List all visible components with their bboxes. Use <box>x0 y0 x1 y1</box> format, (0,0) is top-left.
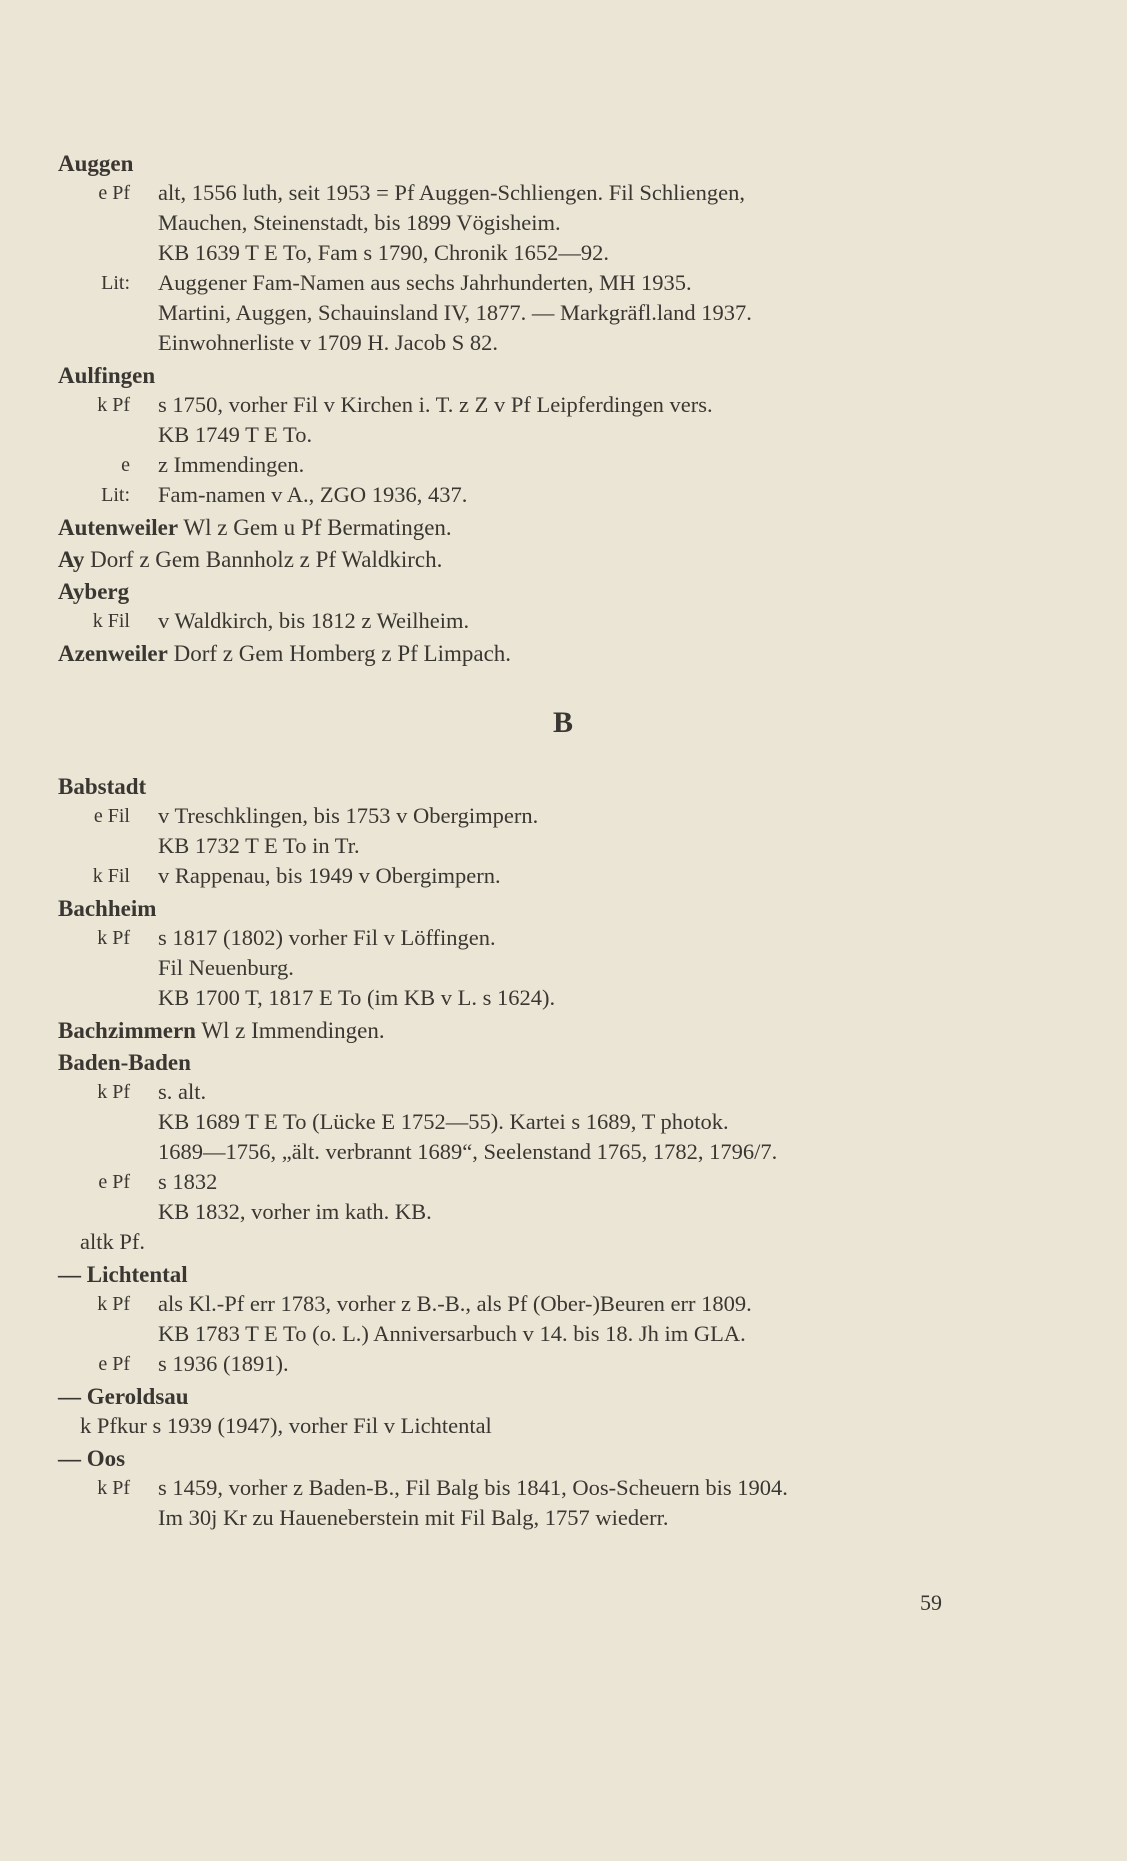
text-line: v Waldkirch, bis 1812 z Weilheim. <box>158 608 470 633</box>
row-text <box>158 390 1058 450</box>
row-abbreviation: k Pf <box>97 1081 130 1103</box>
text-line: Fil Neuenburg. <box>158 955 294 980</box>
entry-heading <box>58 772 1058 801</box>
text-line: KB 1689 T E To (Lücke E 1752—55). Kartei s 1689, T photok. <box>158 1109 729 1134</box>
text-line: KB 1783 T E To (o. L.) Anniversarbuch v 14. bis 18. Jh im GLA. <box>158 1321 746 1346</box>
entry-note: altk Pf. <box>80 1229 145 1254</box>
entry-name: — Lichtental <box>58 1262 188 1287</box>
entry-name: Aulfingen <box>58 363 156 388</box>
entry-row <box>58 390 1058 450</box>
row-abbreviation: Lit: <box>101 484 130 506</box>
section-b-entries <box>58 772 1058 1533</box>
row-text <box>158 1289 1058 1349</box>
section-a-entries <box>58 149 1058 668</box>
entry-name: Ay <box>58 547 85 572</box>
text-line: s 1936 (1891). <box>158 1351 289 1376</box>
entry-inline-text: Dorf z Gem Bannholz z Pf Waldkirch. <box>84 547 443 572</box>
entry-row <box>58 801 1058 861</box>
text-line: KB 1639 T E To, Fam s 1790, Chronik 1652—92. <box>158 240 609 265</box>
text-line: v Treschklingen, bis 1753 v Obergimpern. <box>158 803 539 828</box>
entry-heading <box>58 1444 1058 1473</box>
entry <box>58 894 1058 1013</box>
entry-name: — Geroldsau <box>58 1384 189 1409</box>
entry-heading <box>58 894 1058 923</box>
entry <box>58 1382 1058 1441</box>
text-line: s 1750, vorher Fil v Kirchen i. T. z Z v Pf Leipferdingen vers. <box>158 392 713 417</box>
gazetteer-content <box>58 146 1058 1533</box>
entry <box>58 1048 1058 1257</box>
row-text <box>158 1167 1058 1227</box>
text-line: Im 30j Kr zu Haueneberstein mit Fil Balg, 1757 wiederr. <box>158 1505 669 1530</box>
row-text <box>158 1077 1058 1167</box>
entry <box>58 513 1058 542</box>
entry-name: Auggen <box>58 151 134 176</box>
text-line: s 1817 (1802) vorher Fil v Löffingen. <box>158 925 496 950</box>
row-text <box>158 178 1058 268</box>
entry-name: Babstadt <box>58 774 147 799</box>
entry <box>58 1016 1058 1045</box>
entry-name: Azenweiler <box>58 641 168 666</box>
entry-inline-text: Wl z Immendingen. <box>195 1018 385 1043</box>
entry-name: Ayberg <box>58 579 130 604</box>
entry-note: k Pfkur s 1939 (1947), vorher Fil v Lichtental <box>80 1413 492 1438</box>
row-abbreviation: k Pf <box>97 1477 130 1499</box>
entry-row <box>58 480 1058 510</box>
text-line: Martini, Auggen, Schauinsland IV, 1877. — Markgräfl.land 1937. <box>158 300 752 325</box>
entry <box>58 772 1058 891</box>
section-letter: B <box>552 706 573 739</box>
row-abbreviation: k Pf <box>97 394 130 416</box>
row-text <box>158 801 1058 861</box>
entry-heading <box>58 545 1058 574</box>
entry-row <box>58 268 1058 358</box>
text-line: Einwohnerliste v 1709 H. Jacob S 82. <box>158 330 498 355</box>
entry-heading <box>58 1016 1058 1045</box>
entry-heading <box>58 513 1058 542</box>
row-abbreviation: k Pf <box>97 927 130 949</box>
row-text <box>158 861 1058 891</box>
row-text <box>158 480 1058 510</box>
row-abbreviation: e Pf <box>98 182 130 204</box>
entry-row <box>58 1077 1058 1167</box>
row-text <box>158 1473 1058 1533</box>
row-abbreviation: k Pf <box>97 1293 130 1315</box>
entry-row <box>58 1167 1058 1227</box>
entry-row <box>58 606 1058 636</box>
entry-heading <box>58 639 1058 668</box>
row-abbreviation: e Fil <box>93 805 130 827</box>
row-text <box>158 606 1058 636</box>
entry-row <box>58 923 1058 1013</box>
entry-heading <box>58 1048 1058 1077</box>
text-line: KB 1700 T, 1817 E To (im KB v L. s 1624). <box>158 985 556 1010</box>
text-line: s. alt. <box>158 1079 207 1104</box>
text-line: KB 1832, vorher im kath. KB. <box>158 1199 432 1224</box>
entry-row <box>58 1349 1058 1379</box>
entry-heading <box>58 577 1058 606</box>
row-abbreviation: k Fil <box>92 865 130 887</box>
text-line: s 1459, vorher z Baden-B., Fil Balg bis 1841, Oos-Scheuern bis 1904. <box>158 1475 788 1500</box>
entry-row <box>58 1289 1058 1349</box>
entry <box>58 577 1058 636</box>
row-abbreviation: e <box>121 454 130 476</box>
row-text <box>158 1349 1058 1379</box>
text-line: Mauchen, Steinenstadt, bis 1899 Vögisheim. <box>158 210 561 235</box>
text-line: KB 1749 T E To. <box>158 422 313 447</box>
entry-name: Bachzimmern <box>58 1018 196 1043</box>
text-line: als Kl.-Pf err 1783, vorher z B.-B., als Pf (Ober-)Beuren err 1809. <box>158 1291 752 1316</box>
row-text <box>158 268 1058 358</box>
entry <box>58 639 1058 668</box>
entry-name: Autenweiler <box>58 515 179 540</box>
entry-heading <box>58 361 1058 390</box>
entry <box>58 1444 1058 1533</box>
text-line: alt, 1556 luth, seit 1953 = Pf Auggen-Schliengen. Fil Schliengen, <box>158 180 746 205</box>
text-line: v Rappenau, bis 1949 v Obergimpern. <box>158 863 501 888</box>
text-line: s 1832 <box>158 1169 218 1194</box>
text-line: 1689—1756, „ält. verbrannt 1689“, Seelenstand 1765, 1782, 1796/7. <box>158 1139 778 1164</box>
text-line: Auggener Fam-Namen aus sechs Jahrhunderten, MH 1935. <box>158 270 692 295</box>
entry <box>58 149 1058 358</box>
entry-name: — Oos <box>58 1446 126 1471</box>
entry <box>58 361 1058 510</box>
entry-heading <box>58 1260 1058 1289</box>
row-abbreviation: k Fil <box>92 610 130 632</box>
entry <box>58 1260 1058 1379</box>
entry-heading <box>58 1382 1058 1411</box>
text-line: z Immendingen. <box>158 452 305 477</box>
row-abbreviation: Lit: <box>101 272 130 294</box>
page-number: 59 <box>920 1590 942 1615</box>
row-abbreviation: e Pf <box>98 1353 130 1375</box>
entry-row <box>58 178 1058 268</box>
text-line: Fam-namen v A., ZGO 1936, 437. <box>158 482 468 507</box>
entry-row <box>58 1473 1058 1533</box>
entry-heading <box>58 149 1058 178</box>
row-text <box>158 450 1058 480</box>
entry-inline-text: Wl z Gem u Pf Bermatingen. <box>178 515 452 540</box>
entry-row <box>58 861 1058 891</box>
entry <box>58 545 1058 574</box>
entry-row <box>58 450 1058 480</box>
row-text <box>158 923 1058 1013</box>
entry-name: Bachheim <box>58 896 157 921</box>
entry-inline-text: Dorf z Gem Homberg z Pf Limpach. <box>167 641 512 666</box>
row-abbreviation: e Pf <box>98 1171 130 1193</box>
text-line: KB 1732 T E To in Tr. <box>158 833 360 858</box>
entry-name: Baden-Baden <box>58 1050 191 1075</box>
